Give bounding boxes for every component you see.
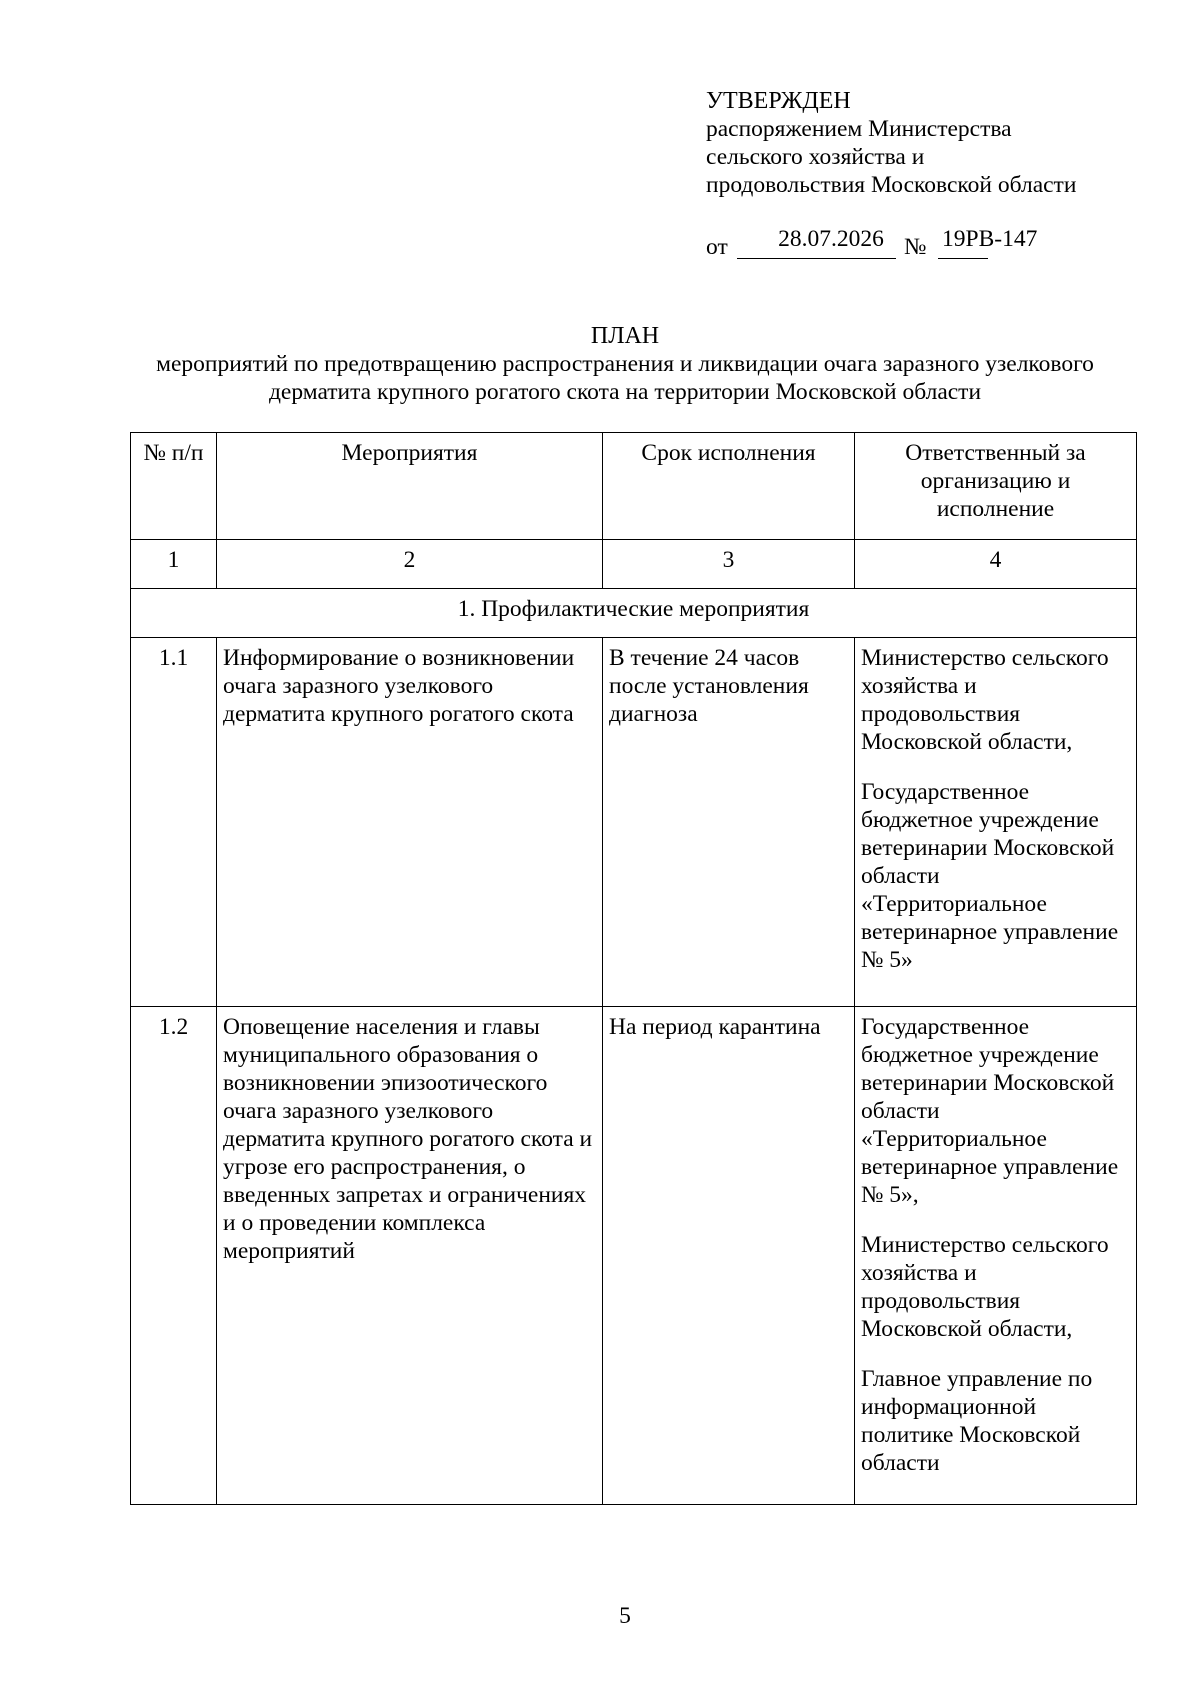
plan-table (130, 432, 1137, 1505)
document-title: ПЛАН (590, 323, 660, 349)
date-label: от (706, 234, 728, 260)
section-row (131, 589, 1137, 638)
approval-line: продовольствия Московской области (706, 172, 1077, 198)
header-cell-deadline: Срок исполнения (603, 433, 855, 540)
approval-line: сельского хозяйства и (706, 144, 925, 170)
column-number-cell: 1 (131, 540, 217, 589)
row-deadline: На период карантина (603, 1007, 855, 1505)
table-row (131, 638, 1137, 1007)
page-number: 5 (619, 1603, 631, 1629)
row-deadline: В течение 24 часов после установления диагноза (603, 638, 855, 1007)
row-activity: Оповещение населения и главы муниципального образования о возникновении эпизоотического очага заразного узелкового дерматита крупного рогатого скота и угрозе его распространения, о введенных запретах и ограничениях и о проведении комплекса мероприятий (217, 1007, 603, 1505)
header-cell-responsible: Ответственный за организацию и исполнение (855, 433, 1137, 540)
column-number-row (131, 540, 1137, 589)
number-label: № (904, 234, 927, 260)
date-value: 28.07.2026 (778, 226, 884, 252)
row-responsible (855, 638, 1137, 1007)
subtitle-line: мероприятий по предотвращению распространения и ликвидации очага заразного узелкового (156, 351, 1094, 377)
approval-block (706, 87, 1076, 199)
column-number-cell: 4 (855, 540, 1137, 589)
row-number: 1.2 (131, 1007, 217, 1505)
number-value: 19РВ-147 (942, 226, 1038, 252)
section-title: 1. Профилактические мероприятия (131, 589, 1137, 638)
responsible-entry: Главное управление по информационной политике Московской области (861, 1366, 1093, 1476)
responsible-entry: Государственное бюджетное учреждение ветеринарии Московской области «Территориальное ветеринарное управление № 5», (861, 1014, 1119, 1208)
date-underline (737, 258, 896, 259)
responsible-entry: Государственное бюджетное учреждение ветеринарии Московской области «Территориальное ветеринарное управление № 5» (861, 779, 1119, 973)
approval-heading: УТВЕРЖДЕН (706, 88, 851, 114)
table-row (131, 1007, 1137, 1505)
header-cell-number: № п/п (131, 433, 217, 540)
column-number-cell: 3 (603, 540, 855, 589)
responsible-entry: Министерство сельского хозяйства и продовольствия Московской области, (861, 1232, 1109, 1342)
approval-line: распоряжением Министерства (706, 116, 1012, 142)
row-number: 1.1 (131, 638, 217, 1007)
subtitle-line: дерматита крупного рогатого скота на территории Московской области (268, 379, 982, 405)
table-header-row (131, 433, 1137, 540)
document-subtitle (120, 350, 1130, 406)
responsible-entry: Министерство сельского хозяйства и продовольствия Московской области, (861, 645, 1109, 755)
header-cell-activity: Мероприятия (217, 433, 603, 540)
row-responsible (855, 1007, 1137, 1505)
row-activity: Информирование о возникновении очага заразного узелкового дерматита крупного рогатого скота (217, 638, 603, 1007)
number-underline (938, 258, 988, 259)
column-number-cell: 2 (217, 540, 603, 589)
